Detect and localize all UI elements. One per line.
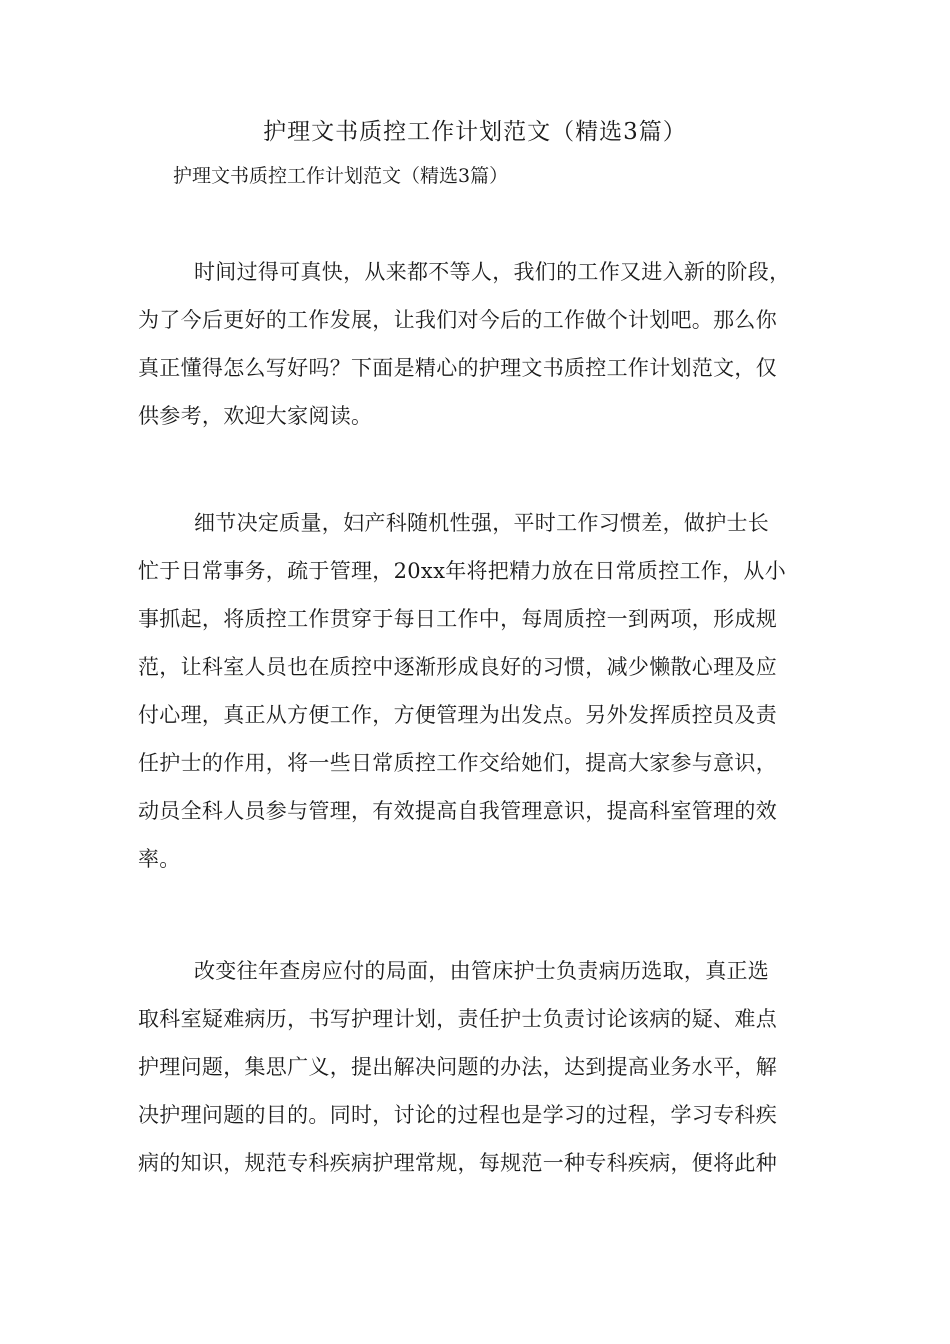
paragraph-line: 动员全科人员参与管理，有效提高自我管理意识，提高科室管理的效: [138, 799, 777, 823]
paragraph-line: 真正懂得怎么写好吗？下面是精心的护理文书质控工作计划范文，仅: [138, 356, 777, 380]
paragraph-line: 细节决定质量，妇产科随机性强，平时工作习惯差，做护士长: [194, 511, 770, 535]
paragraph-line: 病的知识，规范专科疾病护理常规，每规范一种专科疾病，便将此种: [138, 1151, 777, 1175]
paragraph-line: 付心理，真正从方便工作，方便管理为出发点。另外发挥质控员及责: [138, 703, 777, 727]
paragraph-line: 为了今后更好的工作发展，让我们对今后的工作做个计划吧。那么你: [138, 308, 777, 332]
document-title: 护理文书质控工作计划范文（精选3篇）: [263, 119, 687, 145]
paragraph-line: 时间过得可真快，从来都不等人，我们的工作又进入新的阶段，: [194, 260, 791, 284]
paragraph-line: 改变往年查房应付的局面，由管床护士负责病历选取，真正选: [194, 959, 770, 983]
paragraph-line: 范，让科室人员也在质控中逐渐形成良好的习惯，减少懒散心理及应: [138, 655, 777, 679]
paragraph-line: 决护理问题的目的。同时，讨论的过程也是学习的过程，学习专科疾: [138, 1103, 777, 1127]
paragraph-line: 取科室疑难病历，书写护理计划，责任护士负责讨论该病的疑、难点: [138, 1007, 777, 1031]
paragraph-quality-control: [138, 499, 828, 883]
paragraph-line: 护理问题，集思广义，提出解决问题的办法，达到提高业务水平，解: [138, 1055, 777, 1079]
paragraph-ward-rounds: [138, 947, 828, 1187]
paragraph-intro: [138, 248, 828, 440]
paragraph-line: 供参考，欢迎大家阅读。: [138, 404, 373, 428]
paragraph-line: 任护士的作用，将一些日常质控工作交给她们，提高大家参与意识，: [138, 751, 777, 775]
paragraph-line: 事抓起，将质控工作贯穿于每日工作中，每周质控一到两项，形成规: [138, 607, 777, 631]
paragraph-line: 率。: [138, 847, 181, 871]
document-subtitle: 护理文书质控工作计划范文（精选3篇）: [173, 165, 509, 187]
paragraph-line: 忙于日常事务，疏于管理，20xx年将把精力放在日常质控工作，从小: [138, 559, 787, 583]
